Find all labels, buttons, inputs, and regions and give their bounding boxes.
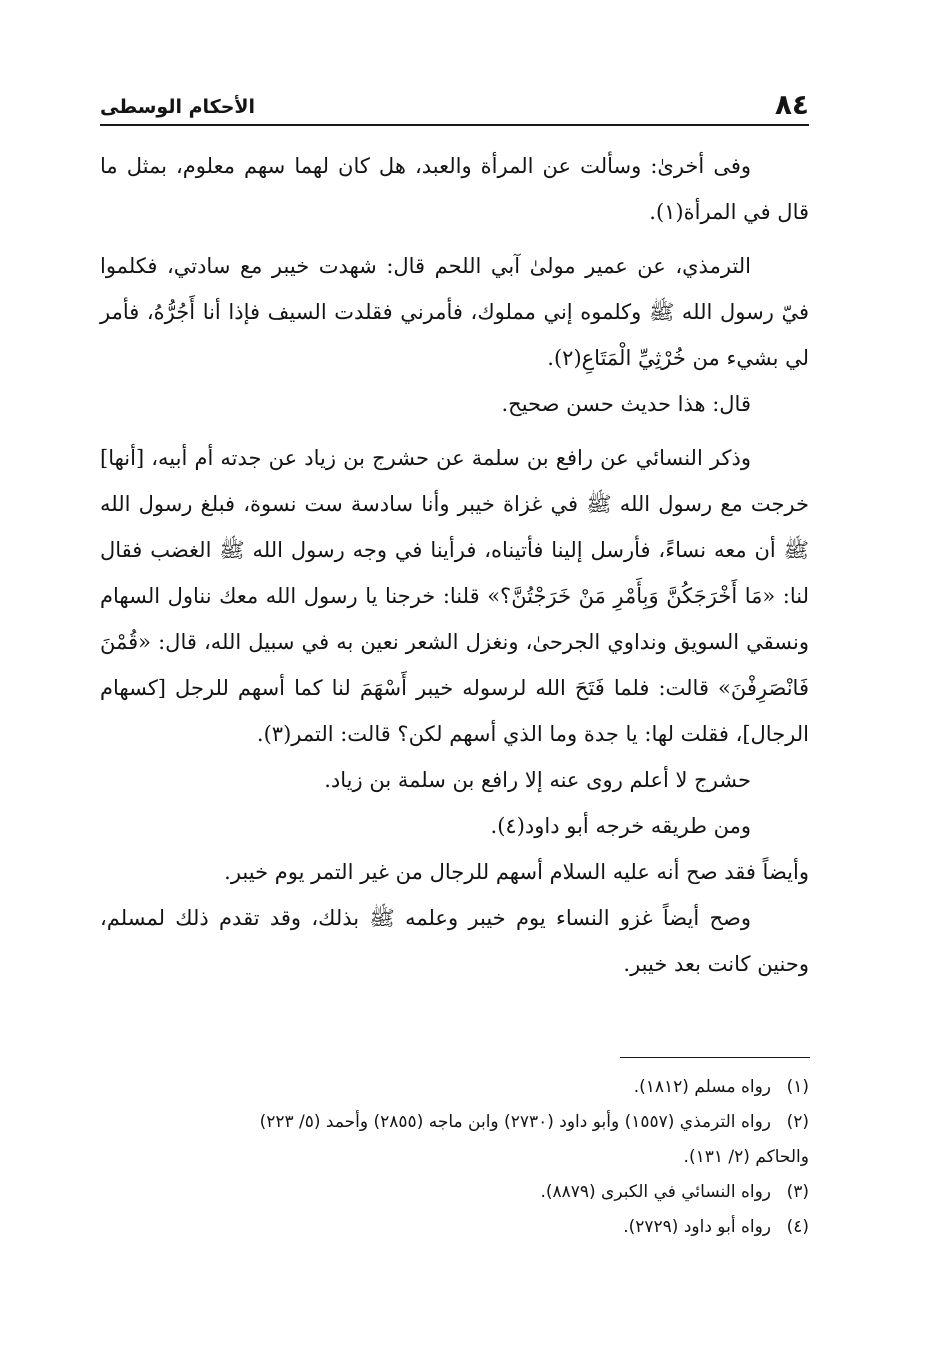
paragraph: الترمذي، عن عمير مولىٰ آبي اللحم قال: شهدت خيبر مع سادتي، فكلموا فيّ رسول الله ﷺ وكلموه إني مملوك، فأمرني فقلدت السيف فإذا أنا أَجُرُّهُ، فأمر لي بشيء من خُرْثِيِّ الْمَتَاعِ(٢). bbox=[100, 254, 809, 370]
paragraph: قال: هذا حديث حسن صحيح. bbox=[501, 392, 751, 416]
running-title: الأحكام الوسطى bbox=[100, 96, 256, 118]
paragraph: وفى أخرىٰ: وسألت عن المرأة والعبد، هل كان لهما سهم معلوم، بمثل ما قال في المرأة(١). bbox=[100, 154, 809, 224]
footnote bbox=[100, 1070, 809, 1105]
paragraph: حشرج لا أعلم روى عنه إلا رافع بن سلمة بن زياد. bbox=[324, 768, 751, 792]
page-header bbox=[100, 86, 809, 126]
paragraph: وذكر النسائي عن رافع بن سلمة عن حشرج بن زياد عن جدته أم أبيه، [أنها] خرجت مع رسول الله ﷺ في غزاة خيبر وأنا سادسة ست نسوة، فبلغ رسول الله ﷺ أن معه نساءً، فأرسل إلينا فأتيناه، فرأينا في وجه رسول الله ﷺ الغضب فقال لنا: «مَا أَخْرَجَكُنَّ وَبِأَمْرِ مَنْ خَرَجْتُنَّ؟» قلنا: خرجنا يا رسول الله معك نناول السهام ونسقي السويق ونداوي الجرحىٰ، ونغزل الشعر نعين به في سبيل الله، قال: «قُمْنَ فَانْصَرِفْنَ» قالت: فلما فَتَحَ الله لرسوله خيبر أَسْهَمَ لنا كما أسهم للرجل [كسهام الرجال]، فقلت لها: يا جدة وما الذي أسهم لكن؟ قالت: التمر(٣). bbox=[100, 446, 809, 746]
footnote-label: (٣) bbox=[786, 1182, 809, 1202]
paragraph: وصح أيضاً غزو النساء يوم خيبر وعلمه ﷺ بذلك، وقد تقدم ذلك لمسلم، وحنين كانت بعد خيبر. bbox=[100, 906, 809, 976]
footnote bbox=[100, 1105, 809, 1140]
footnote-label: (٤) bbox=[786, 1217, 809, 1237]
footnote-text: رواه النسائي في الكبرى (٨٨٧٩). bbox=[540, 1182, 771, 1202]
paragraph: وأيضاً فقد صح أنه عليه السلام أسهم للرجال من غير التمر يوم خيبر. bbox=[224, 860, 809, 884]
page-body bbox=[100, 143, 809, 987]
page-number: ٨٤ bbox=[774, 88, 809, 121]
footnotes bbox=[100, 1070, 809, 1245]
footnote-label: (٢) bbox=[786, 1112, 809, 1132]
footnote-text: رواه الترمذي (١٥٥٧) وأبو داود (٢٧٣٠) وابن ماجه (٢٨٥٥) وأحمد (٥/ ٢٢٣) bbox=[259, 1112, 771, 1132]
footnote bbox=[100, 1210, 809, 1245]
footnote-continuation: والحاكم (٢/ ١٣١). bbox=[683, 1147, 809, 1167]
footnote-separator bbox=[620, 1057, 810, 1058]
footnote-label: (١) bbox=[786, 1077, 809, 1097]
footnote-text: رواه أبو داود (٢٧٢٩). bbox=[623, 1217, 771, 1237]
footnote bbox=[100, 1175, 809, 1210]
paragraph: ومن طريقه خرجه أبو داود(٤). bbox=[490, 814, 751, 838]
footnote-text: رواه مسلم (١٨١٢). bbox=[633, 1077, 771, 1097]
